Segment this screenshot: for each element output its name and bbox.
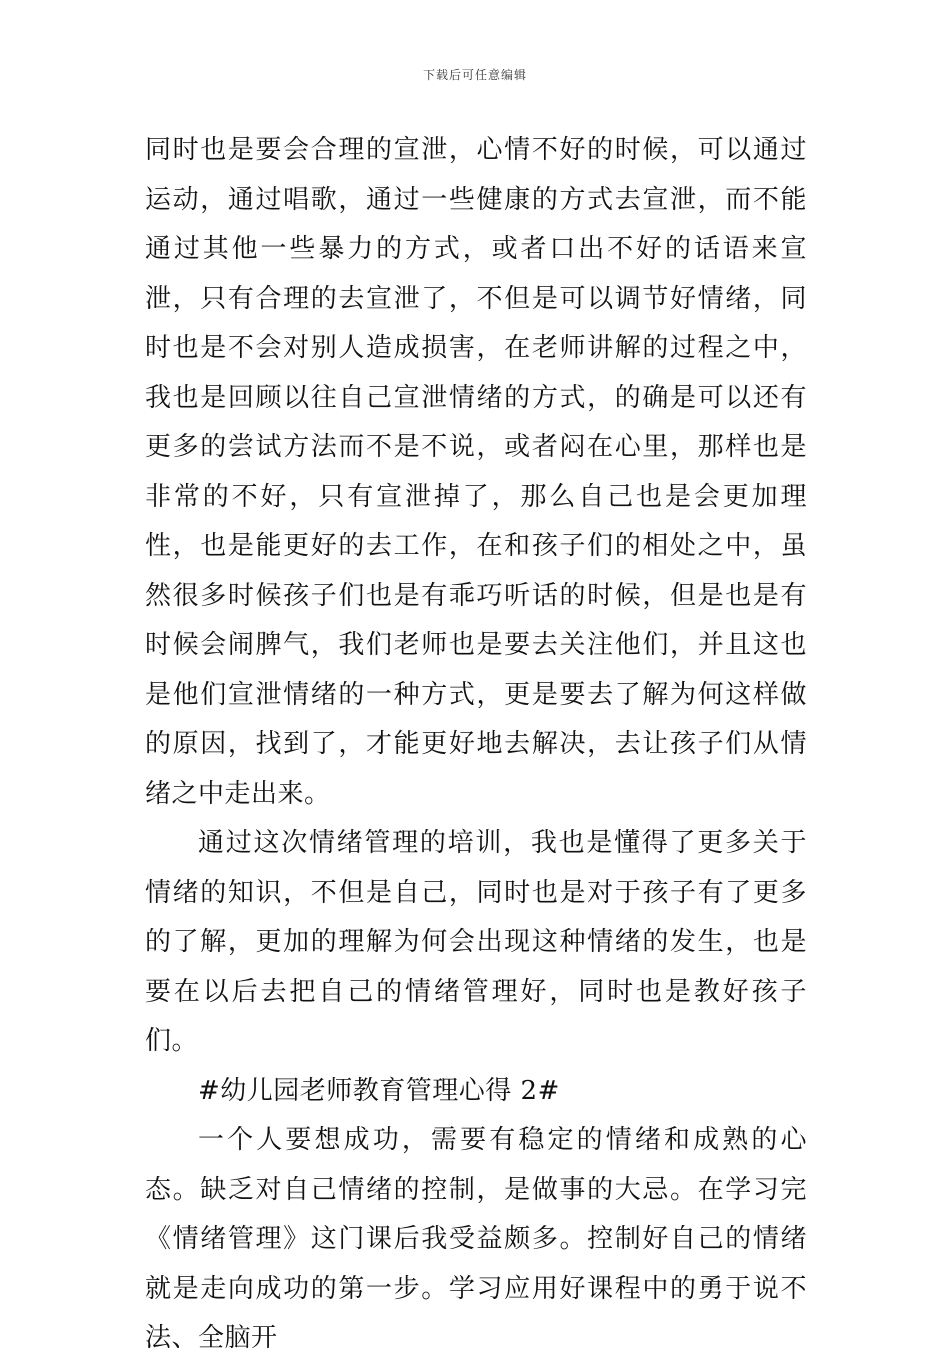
paragraph-3: 一个人要想成功，需要有稳定的情绪和成熟的心态。缺乏对自己情绪的控制，是做事的大忌。在学习完《情绪管理》这门课后我受益颇多。控制好自己的情绪就是走向成功的第一步。学习应用好课程中的勇于说不法、全脑开: [145, 1125, 807, 1353]
document-body: [145, 126, 807, 1364]
paragraph-2: 通过这次情绪管理的培训，我也是懂得了更多关于情绪的知识，不但是自己，同时也是对于孩子有了更多的了解，更加的理解为何会出现这种情绪的发生，也是要在以后去把自己的情绪管理好，同时也是教好孩子们。: [145, 828, 807, 1056]
section-heading: #幼儿园老师教育管理心得 2#: [198, 1075, 560, 1106]
paragraph-1: 同时也是要会合理的宣泄，心情不好的时候，可以通过运动，通过唱歌，通过一些健康的方式去宣泄，而不能通过其他一些暴力的方式，或者口出不好的话语来宣泄，只有合理的去宣泄了，不但是可以调节好情绪，同时也是不会对别人造成损害，在老师讲解的过程之中，我也是回顾以往自己宣泄情绪的方式，的确是可以还有更多的尝试方法而不是不说，或者闷在心里，那样也是非常的不好，只有宣泄掉了，那么自己也是会更加理性，也是能更好的去工作，在和孩子们的相处之中，虽然很多时候孩子们也是有乖巧听话的时候，但是也是有时候会闹脾气，我们老师也是要去关注他们，并且这也是他们宣泄情绪的一种方式，更是要去了解为何这样做的原因，找到了，才能更好地去解决，去让孩子们从情绪之中走出来。: [145, 135, 807, 809]
header-note: 下载后可任意编辑: [422, 68, 527, 82]
